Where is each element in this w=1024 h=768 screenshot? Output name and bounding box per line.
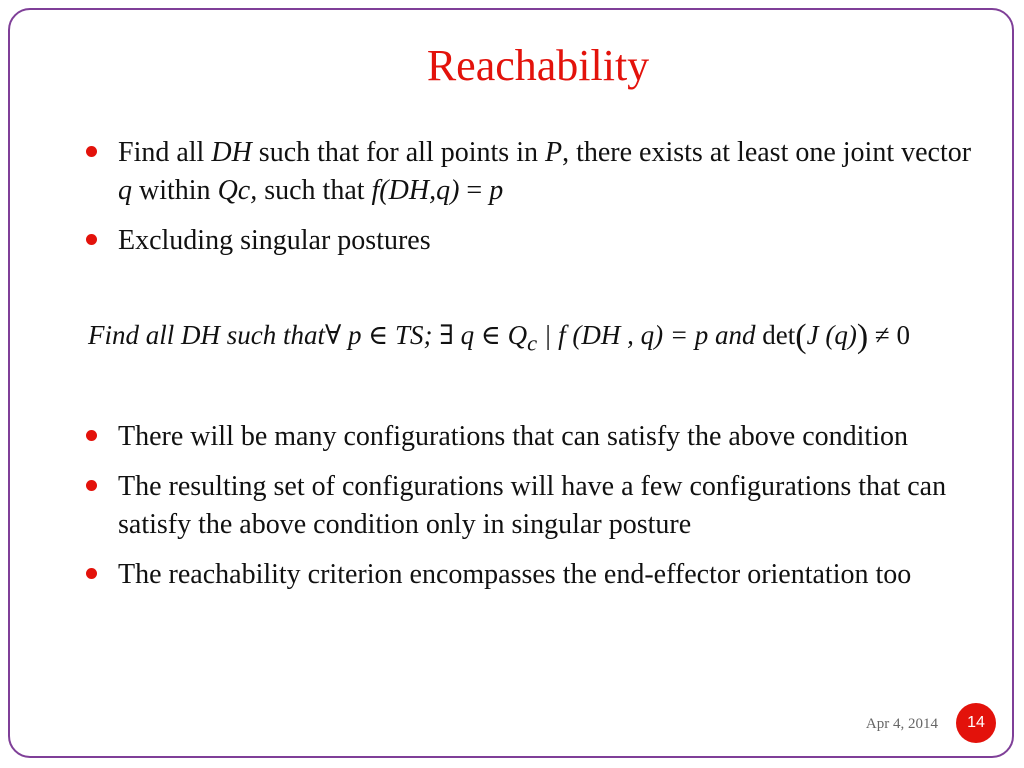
slide-title: Reachability — [426, 41, 650, 90]
formula-lead: Find all DH such that — [88, 320, 325, 350]
formula-subscript: c — [527, 330, 538, 356]
reachability-formula — [88, 318, 1008, 356]
bullet-text: Excluding singular postures — [118, 225, 431, 256]
bullet-icon — [86, 234, 97, 245]
bullet-icon — [86, 146, 97, 157]
formula-body-1: ∀ p ∈ TS; ∃ q ∈ Q — [325, 320, 528, 350]
bullet-text-part: DH — [211, 137, 252, 168]
bullet-text-part: within — [132, 175, 218, 206]
bullet-text-part: f(DH,q) — [371, 175, 460, 206]
list-item — [86, 418, 986, 456]
formula-paren-close: ) — [856, 318, 869, 355]
formula-tail: ≠ 0 — [868, 320, 910, 350]
list-item — [86, 556, 986, 594]
list-item — [86, 134, 986, 210]
bullet-text-part: p — [489, 175, 504, 206]
bullet-icon — [86, 480, 97, 491]
bullet-list-bottom — [86, 418, 986, 606]
formula-body-2: | f (DH , q) = p — [537, 320, 709, 350]
bullet-text-part: Qc, — [217, 175, 258, 206]
bullet-text-part: q — [118, 175, 132, 206]
slide-frame — [8, 8, 1014, 758]
footer-date: Apr 4, 2014 — [865, 716, 938, 732]
formula-and: and — [708, 320, 763, 350]
bullet-text: There will be many configurations that can satisfy the above condition — [118, 421, 908, 452]
bullet-text: The reachability criterion encompasses the end-effector orientation too — [118, 559, 912, 590]
bullet-text-part: such that — [257, 175, 372, 206]
bullet-list-top — [86, 134, 986, 272]
bullet-text: The resulting set of configurations will have a few configurations that can satisfy the above condition only in singular posture — [118, 471, 947, 540]
bullet-icon — [86, 430, 97, 441]
bullet-text-part: P — [544, 137, 563, 168]
list-item — [86, 468, 986, 544]
bullet-text-part: , there exists at least one joint vector — [562, 137, 972, 168]
formula-paren-open: ( — [795, 318, 807, 355]
bullet-text-part: = — [459, 175, 490, 206]
list-item — [86, 222, 986, 260]
bullet-text-part: Find all — [118, 137, 212, 168]
bullet-icon — [86, 568, 97, 579]
formula-jacobian: J (q) — [806, 320, 857, 350]
page-number-badge: 14 — [956, 703, 996, 743]
formula-det: det — [762, 320, 796, 350]
bullet-text-part: such that for all points in — [251, 137, 545, 168]
